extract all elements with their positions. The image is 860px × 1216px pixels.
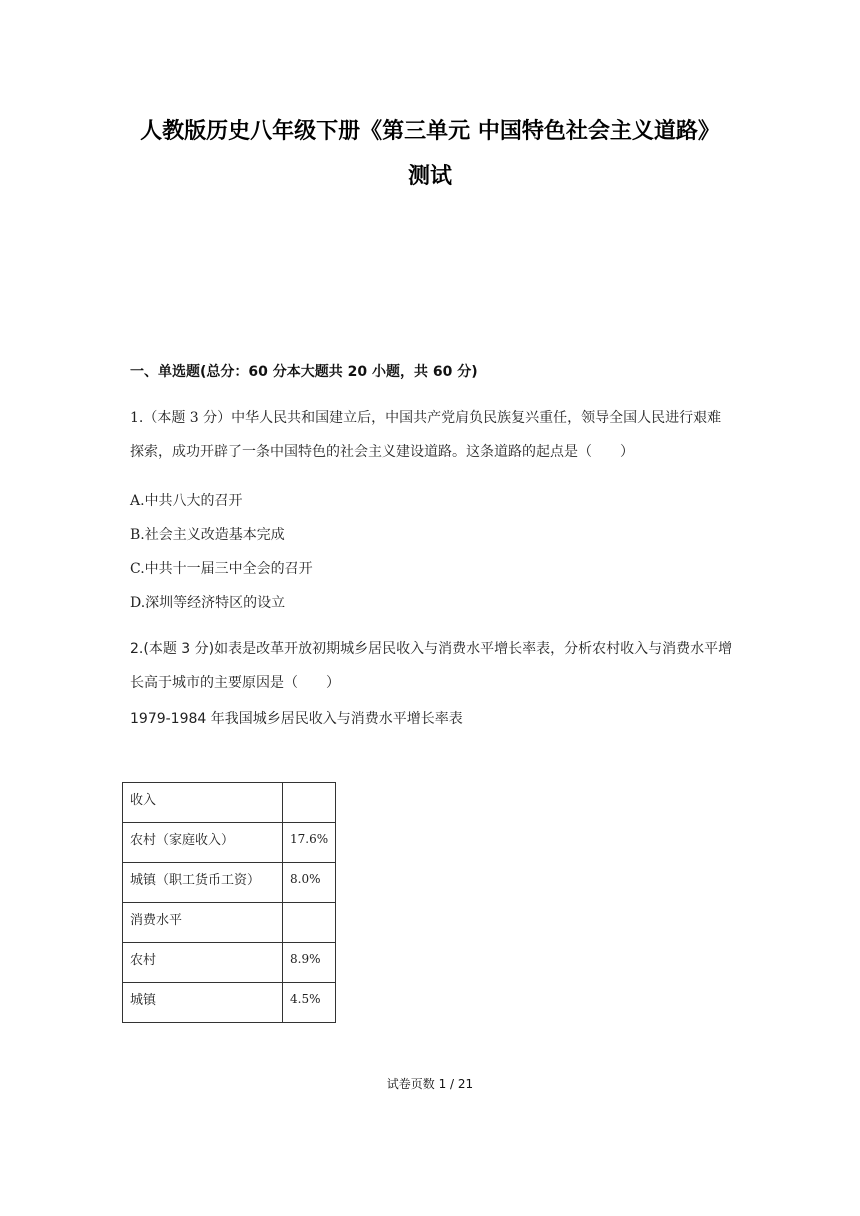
table-cell-label: 城镇（职工货币工资） [123,863,283,903]
table-cell-value: 4.5% [283,983,336,1023]
document-title-line-2: 测试 [407,164,452,189]
table-row [123,823,336,863]
question-1-option-d: D.深圳等经济特区的设立 [130,595,286,611]
table-row [123,983,336,1023]
table-cell-value: 17.6% [283,823,336,863]
table-row [123,903,336,943]
question-1-option-b: B.社会主义改造基本完成 [130,527,285,543]
question-1-text: 1.（本题 3 分）中华人民共和国建立后，中国共产党肩负民族复兴重任，领导全国人民进行艰难探索，成功开辟了一条中国特色的社会主义建设道路。这条道路的起点是（ ） [130,410,722,460]
question-1-option-c: C.中共十一届三中全会的召开 [130,561,313,577]
growth-rate-table [122,782,336,1023]
table-row [123,863,336,903]
document-title-line-1: 人教版历史八年级下册《第三单元 中国特色社会主义道路》 [140,119,720,144]
table-cell-value [283,903,336,943]
table-cell-value: 8.0% [283,863,336,903]
table-cell-label: 农村（家庭收入） [123,823,283,863]
section-heading: 一、单选题(总分：60 分本大题共 20 小题，共 60 分) [130,364,478,380]
table-cell-label: 农村 [123,943,283,983]
question-2-text: 2.(本题 3 分)如表是改革开放初期城乡居民收入与消费水平增长率表，分析农村收入与消费水平增长高于城市的主要原因是（ ） [130,641,733,691]
table-cell-value: 8.9% [283,943,336,983]
table-row [123,783,336,823]
table-row [123,943,336,983]
table-cell-label: 城镇 [123,983,283,1023]
table-cell-value [283,783,336,823]
table-caption: 1979-1984 年我国城乡居民收入与消费水平增长率表 [130,711,463,727]
table-cell-label: 收入 [123,783,283,823]
question-1-option-a: A.中共八大的召开 [130,493,243,509]
table-cell-label: 消费水平 [123,903,283,943]
page-footer: 试卷页数 1 / 21 [386,1077,474,1091]
